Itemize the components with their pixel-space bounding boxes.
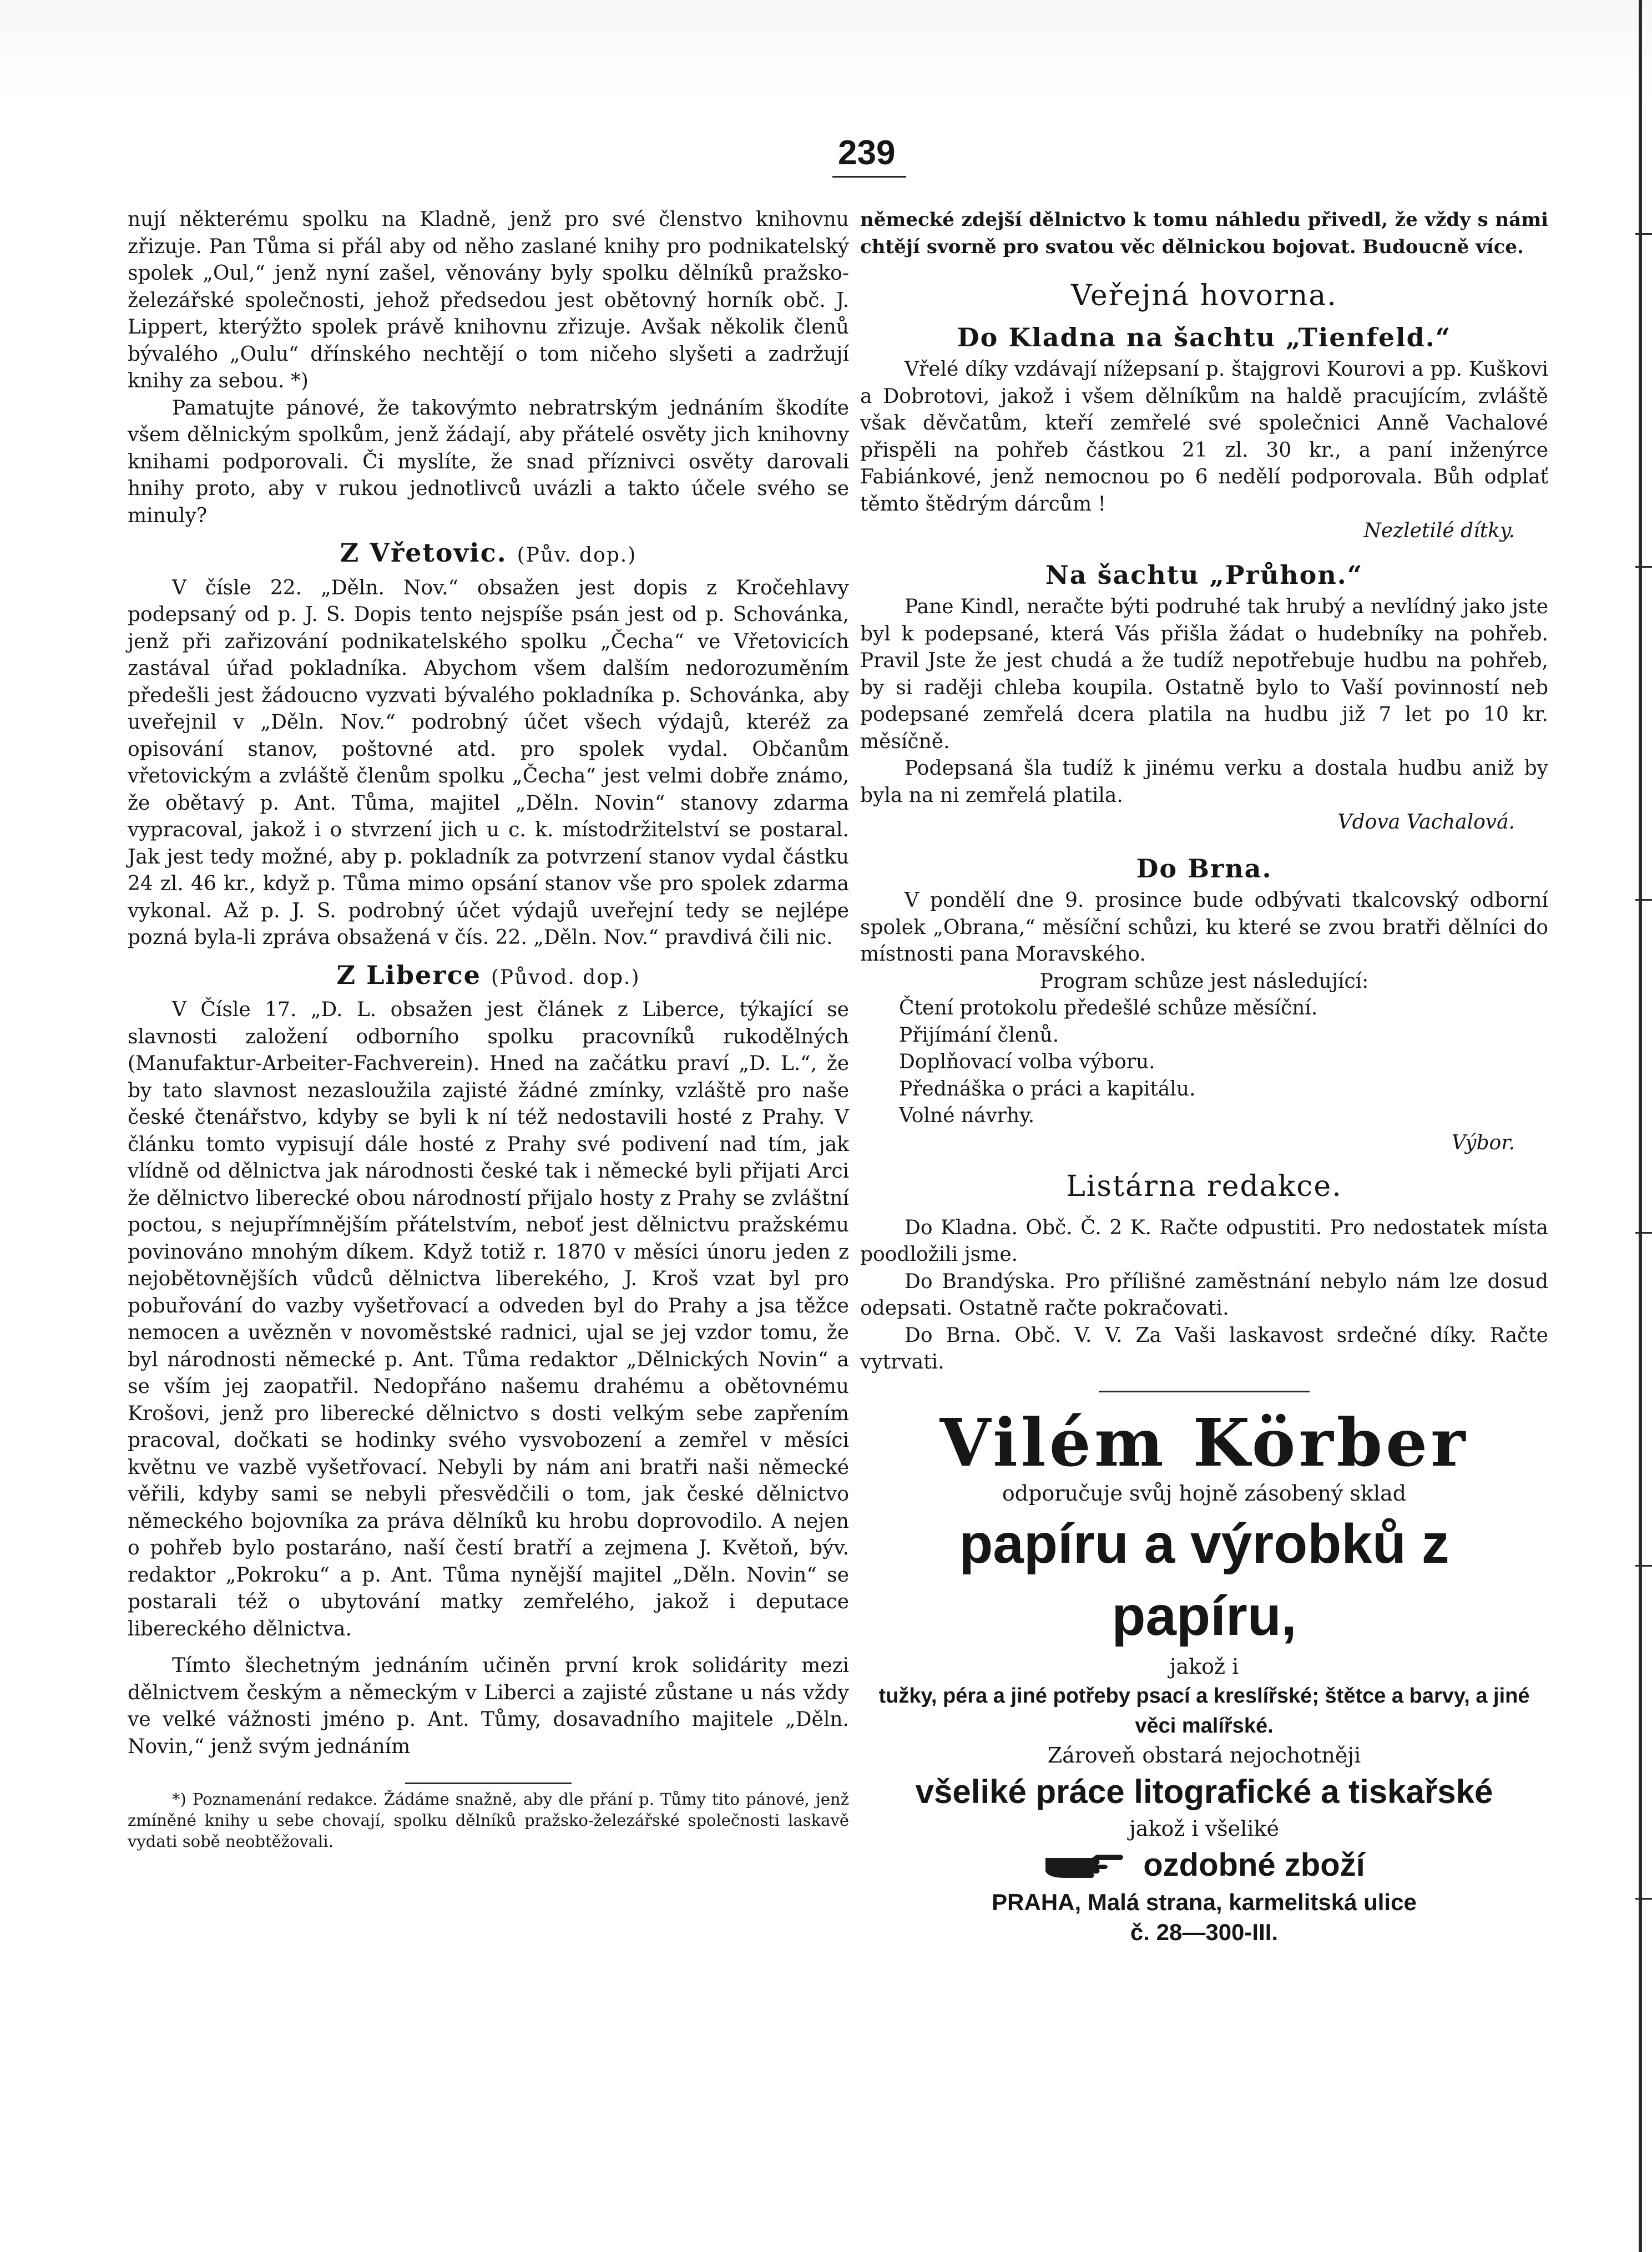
section-divider xyxy=(1099,1391,1310,1392)
subsection-heading-brno: Do Brna. xyxy=(1136,853,1272,883)
subsection-heading-tienfeld: Do Kladna na šachtu „Tienfeld.“ xyxy=(957,322,1452,352)
edge-tick xyxy=(1635,1898,1652,1900)
article-paragraph: V čísle 22. „Děln. Nov.“ obsažen jest dopis z Kročehlavy podepsaný od p. J. S. Dopis tento nejspíše psán jest od p. Schovánka, jenž při zařizování podnikatelského spolku „Čecha“ ve Vřetovicích zastával úřad pokladníka. Abychom všem dalším nedorozuměním předešli jest žádoucno vyzvati bývalého pokladníka p. Schovánka, aby uveřejnil v „Děln. Nov.“ podrobný účet všech výdajů, kteréž za opisování stanov, poštovné atd. pro spolek vydal. Občanům vřetovickým a zvláště členům spolku „Čecha“ jest velmi dobře známo, že obětavý p. Ant. Tůma, majitel „Děln. Novin“ stanovy zdarma vypracoval, jakož i o stvrzení jich u c. k. místodržitelství se postaral. Jak jest tedy možné, aby p. pokladník za potvrzení stanov vydal částku 24 zl. 46 kr., když p. Tůma mimo opsání stanov vše pro spolek zdarma vykonal. Až p. J. S. podrobný účet výdajů uveřejní tedy se nejlépe pozná byla-li zpráva obsažená v čís. 22. „Děln. Nov.“ pravdivá čili nic. xyxy=(128,576,849,949)
listarna-item: Do Brna. Obč. V. V. Za Vaši laskavost srdečné díky. Račte vytrvati. xyxy=(860,1324,1548,1374)
article-paragraph: Tímto šlechetným jednáním učiněn první krok solidárity mezi dělnictvem českým a německým v Liberci a zajisté zůstane u nás vždy ve velké vážnosti jméno p. Ant. Tůmy, dosavadního majitele „Děln. Novin,“ jenž svým jednáním xyxy=(128,1654,849,1758)
section-heading-note: (Původ. dop.) xyxy=(491,966,640,989)
signature: Nezletilé dítky. xyxy=(1363,519,1515,542)
program-item: Doplňovací volba výboru. xyxy=(899,1051,1155,1073)
ad-address: PRAHA, Malá strana, karmelitská ulice xyxy=(992,1889,1417,1915)
left-column xyxy=(128,206,849,1852)
edge-tick xyxy=(1635,233,1652,235)
page-number: 239 xyxy=(832,133,906,178)
program-item: Volné návrhy. xyxy=(899,1104,1035,1127)
subsection-heading-pruhon: Na šachtu „Průhon.“ xyxy=(1045,559,1363,590)
ad-headline: papíru a výrobků z papíru, xyxy=(959,1512,1449,1647)
ad-subheadline: ozdobné zboží xyxy=(1143,1846,1365,1883)
ad-address-number: č. 28—300-III. xyxy=(1130,1918,1279,1945)
footnote-divider xyxy=(405,1783,572,1784)
ad-line: jakož i xyxy=(1169,1654,1239,1679)
article-paragraph: Podepsaná šla tudíž k jinému verku a dostala hudbu aniž by byla na ni zemřelá platila. xyxy=(860,757,1548,807)
advertiser-name: Vilém Körber xyxy=(939,1403,1469,1481)
signature: Výbor. xyxy=(1451,1131,1515,1154)
program-item: Přednáška o práci a kapitálu. xyxy=(899,1077,1196,1100)
section-heading-note: (Pův. dop.) xyxy=(517,544,637,567)
listarna-item: Do Brandýska. Pro přílišné zaměstnání nebylo nám lze dosud odepsati. Ostatně račte pokračovati. xyxy=(860,1270,1548,1320)
advertisement xyxy=(860,1403,1548,1947)
page-edge-border xyxy=(1639,0,1642,2252)
ad-line: odporučuje svůj hojně zásobený sklad xyxy=(1002,1481,1407,1506)
edge-tick xyxy=(1635,566,1652,568)
program-title: Program schůze jest následující: xyxy=(1039,970,1369,993)
right-column xyxy=(860,206,1548,1947)
section-heading-text: Z Vřetovic. xyxy=(340,538,507,568)
ad-line: Zároveň obstará nejochotněji xyxy=(1047,1743,1361,1768)
section-heading-liberce xyxy=(128,962,849,992)
program-item: Čtení protokolu předešlé schůze měsíční. xyxy=(899,997,1318,1019)
ad-subheadline: všeliké práce litografické a tiskařské xyxy=(915,1773,1493,1810)
article-continuation: německé zdejší dělnictvo k tomu náhledu přivedl, že vždy s námi chtějí svorně pro svatou věc dělnickou bojovat. Budoucně více. xyxy=(860,209,1548,258)
program-item: Přijímání členů. xyxy=(899,1023,1059,1047)
section-title-hovorna: Veřejná hovorna. xyxy=(1071,279,1337,312)
section-title-listarna: Listárna redakce. xyxy=(1066,1170,1342,1203)
article-paragraph: Vřelé díky vzdávají nížepsaní p. štajgrovi Kourovi a pp. Kuškovi a Dobrotovi, jakož i všem dělníkům na haldě pracujícím, zvláště však děvčatům, kteří zemřelé své společnici Anně Vachalové přispěli na pohřeb částkou 21 zl. 30 kr., a paní inženýrce Fabiánkové, jenž nemocnou po 6 nedělí podporovala. Bůh odplať těmto štědrým dárcům ! xyxy=(860,358,1548,516)
article-paragraph: nují některému spolku na Kladně, jenž pro své členstvo knihovnu zřizuje. Pan Tůma si přál aby od něho zaslané knihy pro podnikatelský spolek „Oul,“ jenž nyní zašel, věnovány byly spolku dělníků pražsko-železářské společnosti, jehož předsedou jest obětovný horník obč. J. Lippert, kterýžto spolek právě knihovnu zřizuje. Avšak několik členů bývalého „Oulu“ dřínského nechtějí o tom ničeho slyšeti a zadržují knihy za sebou. *) xyxy=(128,208,849,392)
section-heading-text: Z Liberce xyxy=(336,960,481,990)
article-paragraph: Pane Kindl, neračte býti podruhé tak hrubý a nevlídný jako jste byl k podepsané, která Vás přišla žádat o hudebníky na pohřeb. Pravil Jste že jest chudá a že tudíž nepotřebuje hudbu na pohřeb, by si raději chleba koupila. Ostatně bylo to Vaší povinností neb podepsané zemřelá dcera platila na hudbu již 7 let po 10 kr. měsíčně. xyxy=(860,595,1548,753)
signature: Vdova Vachalová. xyxy=(1337,811,1515,834)
article-paragraph: V pondělí dne 9. prosince bude odbývati tkalcovský odborní spolek „Obrana,“ měsíční schůzi, ku které se zvou bratři dělníci do místnosti pana Moravského. xyxy=(860,889,1548,966)
edge-tick xyxy=(1635,1565,1652,1567)
ad-line: tužky, péra a jiné potřeby psací a kreslířské; štětce a barvy, a jiné věci malířské. xyxy=(878,1684,1530,1738)
pointing-hand-icon xyxy=(1043,1850,1126,1880)
footnote: *) Poznamenání redakce. Žádáme snažně, aby dle přání p. Tůmy tito pánové, jenž zmíněné knihy u sebe chovají, spolku dělníků pražsko-železářské společnosti laskavě vydati sobě neobtěžovali. xyxy=(128,1790,849,1851)
section-heading-vretovic xyxy=(128,539,849,569)
edge-tick xyxy=(1635,1232,1652,1234)
ad-row xyxy=(860,1843,1548,1887)
listarna-item: Do Kladna. Obč. Č. 2 K. Račte odpustiti. Pro nedostatek místa poodložili jsme. xyxy=(860,1216,1548,1266)
article-paragraph: Pamatujte pánové, že takovýmto nebratrským jednáním škodíte všem dělnickým spolkům, jenž žádají, aby přátelé osvěty jich knihovny knihami podporovali. Či myslíte, že snad příznivci osvěty darovali hnihy proto, aby v rukou jednotlivců uvázli a takto účele svého se minuly? xyxy=(128,396,849,527)
ad-line: jakož i všeliké xyxy=(1129,1816,1279,1841)
edge-tick xyxy=(1635,899,1652,901)
article-paragraph: V Čísle 17. „D. L. obsažen jest článek z Liberce, týkající se slavnosti založení odborního spolku pracovníků rukodělných (Manufaktur-Arbeiter-Fachverein). Hned na začátku praví „D. L.“, že by tato slavnost nezasloužila zajisté žádné zmínky, vzláště pro naše české čtenářstvo, kdyby se byli k ní též nedostavili hosté z Prahy. V článku tomto vypisují dále hosté z Prahy své podivení nad tím, jak vlídně od dělnictva jak národnosti české tak i německé byli přijati Arci že dělnictvo liberecké obou národností přijalo hosty z Prahy se zvláštní poctou, s nejupřímnějším přátelstvím, neboť jest dělnictvu pražskému povinováno mnohým díkem. Když totiž r. 1870 v měsíci únoru jeden z nejobětovnějších vůdců dělnictva liberekého, J. Kroš vzat byl pro pobuřování do vazby vyšetřovací a odveden byl do Prahy a jsa těžce nemocen a uvězněn v novoměstské radnici, ujal se jej vzdor tomu, že byl národnosti německé p. Ant. Tůma redaktor „Dělnických Novin“ a se vším jej zaopatřil. Nedopřáno našemu drahému a obětovnému Krošovi, jenž pro liberecké dělnictvo s dosti velkým sebe zapřením pracoval, dočkati se hodinky svého vysvobození a zemřel v měsíci květnu ve vazbě vyšetřovací. Nebyli by nám ani bratři naši německé věřili, kdyby sami se nebyli přesvědčili o tom, jak české dělnictvo německého bojovníka za práva dělníků ku hrobu doprovodilo. A nejen o pohřeb bylo postaráno, naší čestí bratří a zejmena J. Květoň, býv. redaktor „Pokroku“ a p. Ant. Tůma nynější majitel „Děln. Novin“ se postarali též o ubytování matky zemřelého, jakož i deputace libereckého dělnictva. xyxy=(128,998,849,1640)
